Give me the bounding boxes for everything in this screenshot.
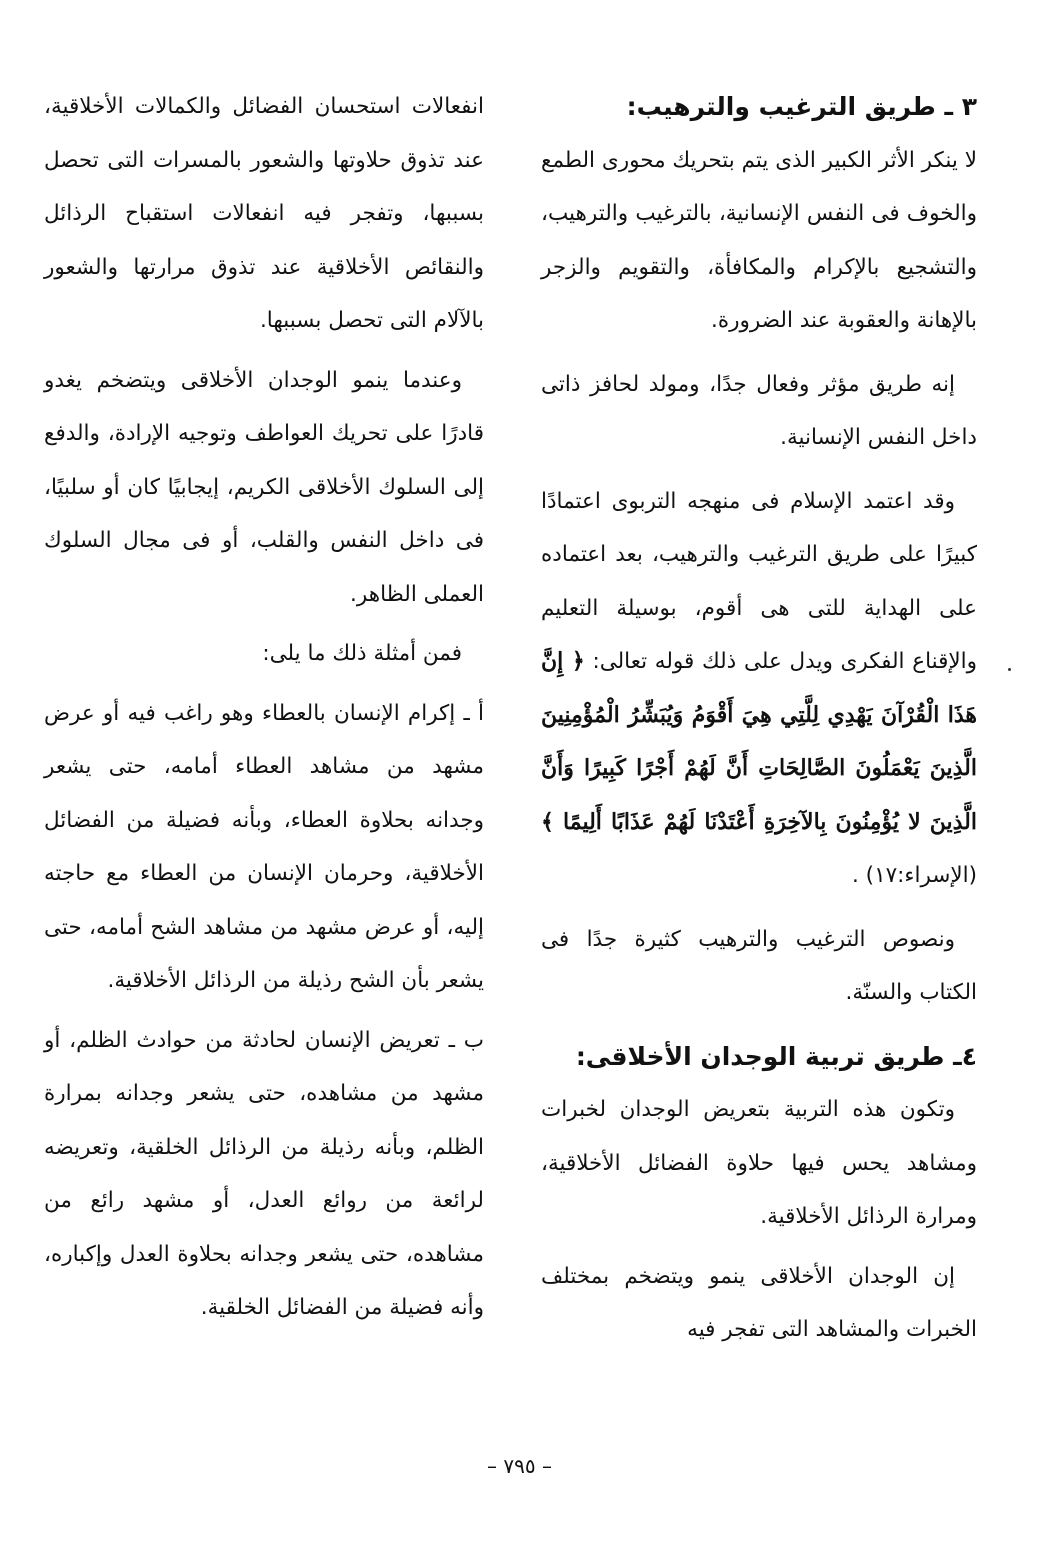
list-item-a: أ ـ إكرام الإنسان بالعطاء وهو راغب فيه أو عرض مشهد من مشاهد العطاء أمامه، حتى يشعر وجدانه بحلاوة العطاء، وبأنه فضيلة من الفضائل الأخلاقية، وحرمان الإنسان من العطاء مع حاجته إليه، أو عرض مشهد من مشاهد الشح أمامه، حتى يشعر بأن الشح رذيلة من الرذائل الأخلاقية.: [44, 700, 484, 993]
paragraph: إنه طريق مؤثر وفعال جدًا، ومولد لحافز ذاتى داخل النفس الإنسانية.: [541, 371, 977, 450]
list-item-b: ب ـ تعريض الإنسان لحادثة من حوادث الظلم، أو مشهد من مشاهده، حتى يشعر وجدانه بمرارة الظلم، وبأنه رذيلة من الرذائل الخلقية، وتعريضه لرائعة من روائع العدل، أو مشهد رائع من مشاهده، حتى يشعر وجدانه بحلاوة العدل وإكباره، وأنه فضيلة من الفضائل الخلقية.: [44, 1027, 484, 1320]
paragraph: انفعالات استحسان الفضائل والكمالات الأخلاقية، عند تذوق حلاوتها والشعور بالمسرات التى تحصل بسببها، وتفجر فيه انفعالات استقباح الرذائل والنقائص الأخلاقية عند تذوق مرارتها والشعور بالآلام التى تحصل بسببها.: [44, 94, 484, 333]
paragraph: وتكون هذه التربية بتعريض الوجدان لخبرات ومشاهد يحس فيها حلاوة الفضائل الأخلاقية، ومرارة الرذائل الأخلاقية.: [541, 1097, 977, 1229]
paragraph: ونصوص الترغيب والترهيب كثيرة جدًا فى الكتاب والسنّة.: [541, 926, 977, 1005]
paragraph-with-verse: [541, 475, 977, 903]
quran-verse: ﴿ إِنَّ هَذَا الْقُرْآنَ يَهْدِي لِلَّتِي هِيَ أَقْوَمُ وَيُبَشِّرُ الْمُؤْمِنِينَ الَّذِينَ يَعْمَلُونَ الصَّالِحَاتِ أَنَّ لَهُمْ أَجْرًا كَبِيرًا وَأَنَّ الَّذِينَ لا يُؤْمِنُونَ بِالآخِرَةِ أَعْتَدْنَا لَهُمْ عَذَابًا أَلِيمًا ﴾: [541, 648, 977, 835]
paragraph: إن الوجدان الأخلاقى ينمو ويتضخم بمختلف الخبرات والمشاهد التى تفجر فيه: [541, 1263, 977, 1342]
scan-speck: [1008, 668, 1011, 671]
paragraph-intro: وقد اعتمد الإسلام فى منهجه التربوى اعتمادًا كبيرًا على طريق الترغيب والترهيب، بعد اعتماده على الهداية للتى هى أقوم، بوسيلة التعليم والإقناع الفكرى ويدل على ذلك قوله تعالى:: [541, 488, 977, 674]
right-column: [541, 80, 977, 1363]
section-heading-4: ٤ـ طريق تربية الوجدان الأخلاقى:: [575, 1041, 977, 1071]
verse-reference: (الإسراء:١٧) .: [852, 863, 977, 888]
paragraph: وعندما ينمو الوجدان الأخلاقى ويتضخم يغدو قادرًا على تحريك العواطف وتوجيه الإرادة، والدفع إلى السلوك الأخلاقى الكريم، إيجابيًا كان أو سلبيًا، فى داخل النفس والقلب، أو فى مجال السلوك العملى الظاهر.: [44, 367, 484, 607]
left-column: [44, 80, 484, 1341]
section-heading-3: ٣ ـ طريق الترغيب والترهيب:: [626, 92, 977, 121]
paragraph: فمن أمثلة ذلك ما يلى:: [262, 641, 462, 666]
paragraph: لا ينكر الأثر الكبير الذى يتم بتحريك محورى الطمع والخوف فى النفس الإنسانية، بالترغيب والترهيب، والتشجيع بالإكرام والمكافأة، والتقويم والزجر بالإهانة والعقوبة عند الضرورة.: [541, 147, 977, 333]
page-number: – ٧٩٥ –: [487, 1454, 552, 1478]
